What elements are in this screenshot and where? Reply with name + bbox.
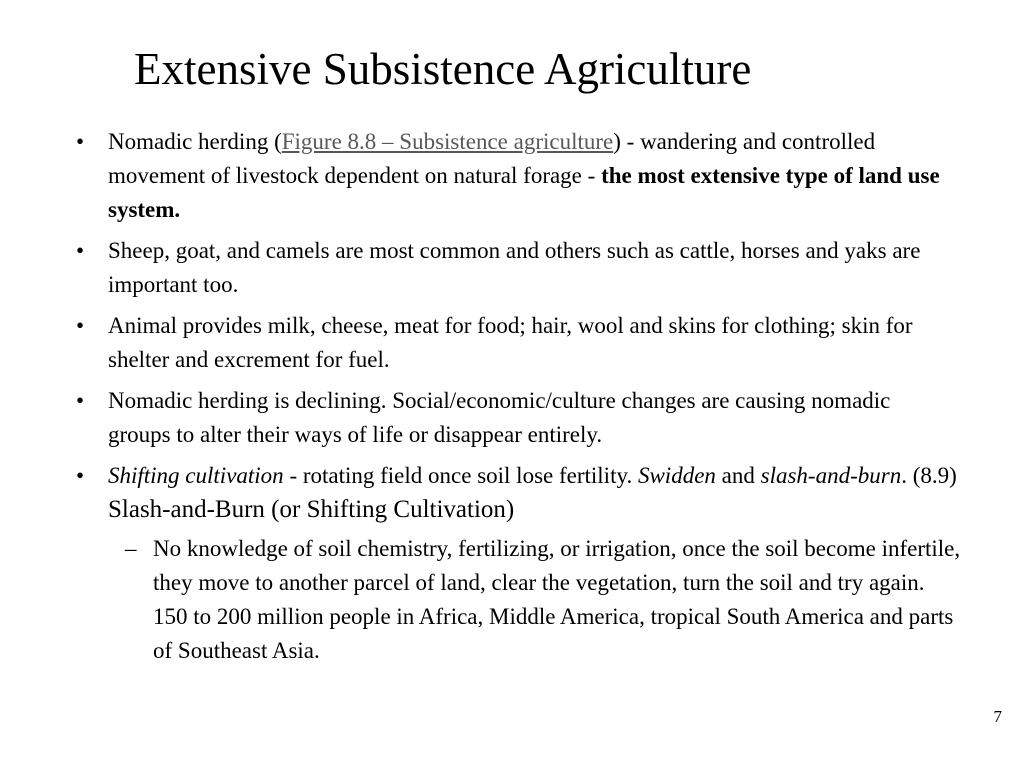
bullet-text: Sheep, goat, and camels are most common and others such as cattle, horses and yaks are important too. [108,238,921,297]
bullet-text: ) - wandering and controlled movement of livestock dependent on natural forage - [108,129,876,188]
page-number: 7 [993,707,1002,726]
sub-bullet-item [0,532,963,668]
bullet-text: . (8.9) [901,463,957,488]
bullet-icon: • [76,313,85,338]
bullet-item-shifting-cultivation [0,459,958,527]
bullet-text: Nomadic herding ( [108,129,282,154]
slide-title: Extensive Subsistence Agriculture [134,44,752,94]
bullet-large-text: Slash-and-Burn (or Shifting Cultivation) [108,496,515,523]
bullet-icon: • [76,388,85,413]
bullet-italic-text: Shifting cultivation [108,463,284,488]
slide-content [0,125,1024,668]
sub-bullet-text: No knowledge of soil chemistry, fertilizing, or irrigation, once the soil become infertile, they move to another parcel of land, clear the vegetation, turn the soil and try again. 150 to 200 million people in Africa, Middle America, tropical South America and parts of Southeast Asia. [153,536,961,663]
figure-link[interactable]: Figure 8.8 – Subsistence agriculture [281,129,614,154]
bullet-item-declining [0,384,958,452]
bullet-bold-text: the most extensive type of land use system. [108,163,940,222]
bullet-item-animal-uses [0,309,958,377]
bullet-icon: • [76,463,85,488]
bullet-item-livestock [0,234,958,302]
bullet-icon: • [76,129,85,154]
bullet-italic-text: Swidden [637,463,716,488]
bullet-text: Animal provides milk, cheese, meat for food; hair, wool and skins for clothing; skin for shelter and excrement for fuel. [108,313,913,372]
dash-icon: – [125,536,137,561]
bullet-icon: • [76,238,85,263]
bullet-italic-text: slash-and-burn [760,463,902,488]
bullet-text: Nomadic herding is declining. Social/economic/culture changes are causing nomadic groups to alter their ways of life or disappear entirely. [108,388,891,447]
bullet-text: - rotating field once soil lose fertility. [283,463,638,488]
bullet-text: and [715,463,761,488]
bullet-item-nomadic-herding [0,125,958,227]
